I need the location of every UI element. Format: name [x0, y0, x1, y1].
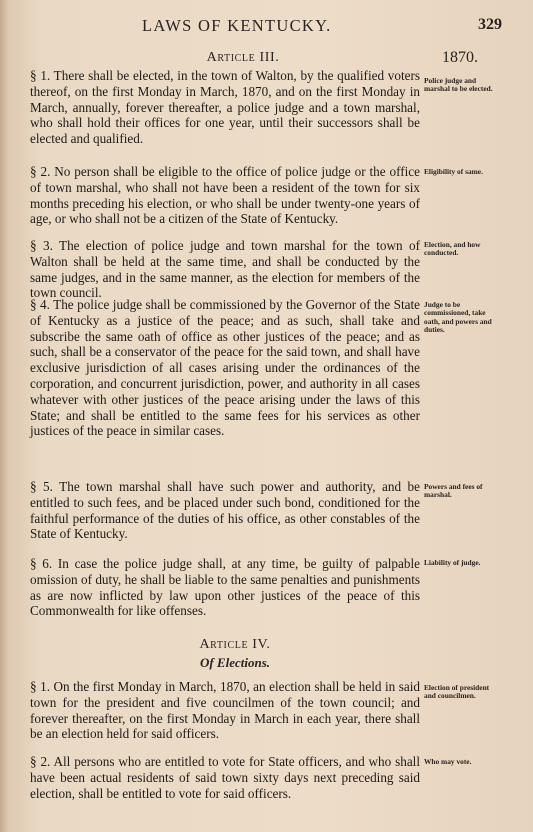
margin-note-judge-commissioned: Judge to be commissioned, take oath, and powers and duties. — [424, 300, 492, 334]
article-3-heading: Article III. — [206, 50, 280, 65]
margin-note-election: Election, and how conducted. — [424, 240, 481, 258]
page-number: 329 — [478, 16, 502, 33]
running-title: LAWS OF KENTUCKY. — [142, 16, 332, 35]
article-4-section-2: § 2. All persons who are entitled to vote for State officers, and who shall have been actual residents of said town sixty days next preceding said election, shall be entitled to vote for said officers. — [30, 754, 420, 801]
margin-note-liability: Liability of judge. — [424, 558, 481, 567]
article-4-subheading: Of Elections. — [199, 655, 271, 670]
page-gutter-shadow — [0, 0, 9, 832]
article-3-section-5: § 5. The town marshal shall have such power and authority, and be entitled to such fees, and be placed under such bond, conditioned for the faithful performance of the duties of his office, as other constables of the State of Kentucky. — [30, 479, 420, 542]
article-4-section-1: § 1. On the first Monday in March, 1870, an election shall be held in said town for the president and five councilmen of the town council; and forever thereafter, on the first Monday in March in each year, there shall be an election held for said officers. — [30, 679, 420, 742]
article-3-section-6: § 6. In case the police judge shall, at any time, be guilty of palpable omission of duty, he shall be liable to the same penalties and punishments as are now inflicted by law upon other justices of the peace of this Commonwealth for like offenses. — [30, 556, 420, 619]
margin-note-police-judge: Police judge and marshal to be elected. — [424, 76, 493, 94]
article-3-section-1: § 1. There shall be elected, in the town of Walton, by the qualified voters thereof, on the first Monday in March, 1870, and on the first Monday in March, annually, forever thereafter, a police judge and a town marshal, who shall hold their offices for one year, until their successors shall be elected and qualified. — [30, 68, 420, 147]
margin-note-president: Election of president and councilmen. — [424, 683, 490, 701]
article-4-heading: Article IV. — [199, 637, 271, 652]
article-3-section-4: § 4. The police judge shall be commissioned by the Governor of the State of Kentucky as a justice of the peace; and as such, shall take and subscribe the same oath of office as other justices of the peace; and as such, shall be a conservator of the peace for the said town, and shall have exclusive jurisdiction of all cases arising under the ordinances of the corporation, and concurrent jurisdiction, power, and authority in all cases whatever with other justices of the peace arising under the laws of this State; and shall be entitled to the same fees for his services as other justices of the peace in similar cases. — [30, 297, 420, 439]
year-heading: 1870. — [442, 49, 478, 66]
running-head — [0, 16, 533, 40]
margin-note-eligibility: Eligibility of same. — [424, 167, 483, 176]
margin-note-marshal: Powers and fees of marshal. — [424, 482, 483, 500]
article-3-section-3: § 3. The election of police judge and town marshal for the town of Walton shall be held at the same time, and shall be conducted by the same judges, and in the same manner, as the election for members of the town council. — [30, 238, 420, 301]
margin-note-who-may-vote: Who may vote. — [424, 757, 472, 766]
article-3-section-2: § 2. No person shall be eligible to the office of police judge or the office of town marshal, who shall not have been a resident of the town for six months preceding his election, or who shall be under twenty-one years of age, or who shall not be a citizen of the State of Kentucky. — [30, 164, 420, 227]
